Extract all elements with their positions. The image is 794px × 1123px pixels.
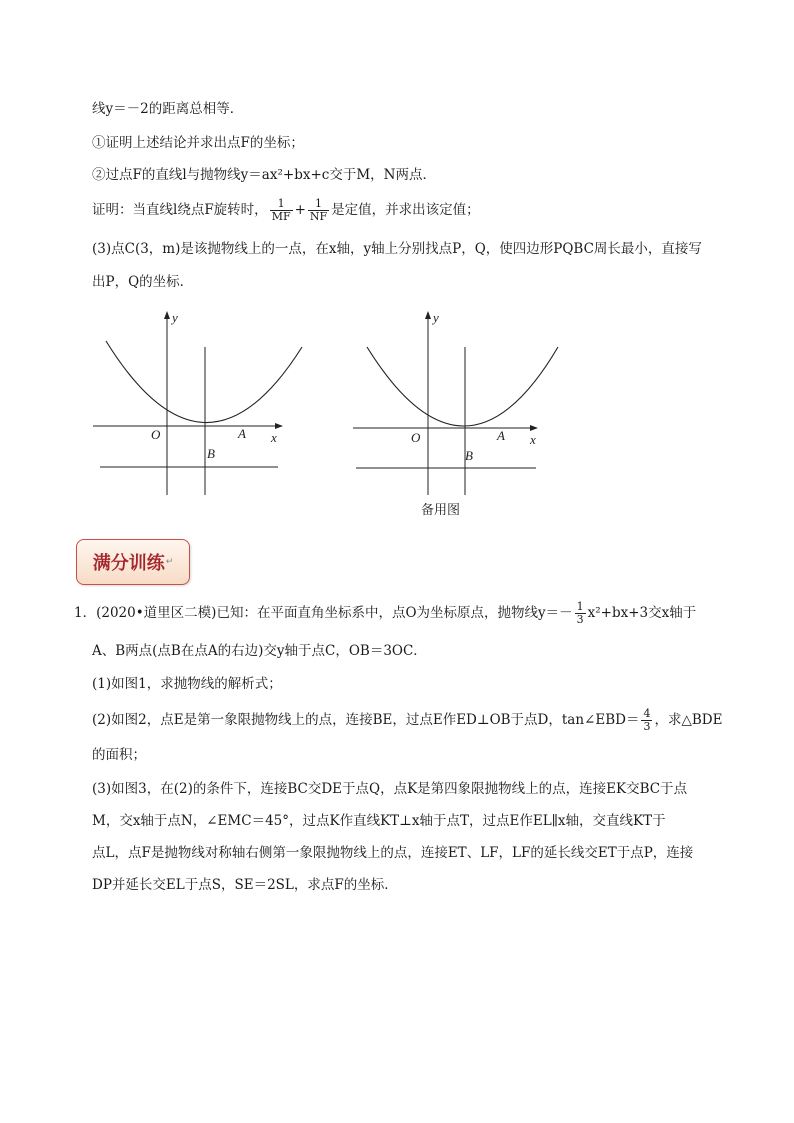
x-axis	[93, 423, 283, 429]
problem-part-3-line-2: M，交x轴于点N，∠EMC＝45°，过点K作直线KT⊥x轴于点T，过点E作EL∥x轴，交直线KT于	[92, 813, 666, 829]
proof-suffix: 是定值，并求出该定值；	[331, 202, 480, 218]
problem-part-3-line-4: DP并延长交EL于点S，SE＝2SL，求点F的坐标．	[92, 877, 398, 893]
problem-part-1: (1)如图1，求抛物线的解析式；	[92, 676, 282, 692]
proof-line	[92, 198, 480, 223]
point-a-label: A	[238, 426, 246, 441]
y-axis	[425, 311, 431, 495]
x-axis	[353, 425, 538, 431]
y-label: y	[172, 310, 178, 325]
problem-part-2-tail: 的面积；	[92, 747, 146, 763]
plus-sign: +	[294, 202, 306, 218]
fraction-1-over-nf	[308, 198, 329, 223]
badge-label: 满分训练	[92, 553, 165, 574]
question-3-line-2: 出P，Q的坐标．	[92, 274, 194, 290]
part-2-suffix: ，求△BDE	[654, 712, 723, 728]
frac-num: 1	[576, 600, 584, 613]
origin-label: O	[411, 430, 421, 445]
fraction-four-thirds	[641, 708, 652, 733]
frac-den: 3	[576, 613, 584, 626]
point-b-label: B	[207, 446, 215, 461]
point-a-label: A	[497, 428, 505, 443]
frac-num: 1	[308, 198, 329, 211]
frac-den: NF	[309, 210, 328, 223]
origin-label: O	[151, 427, 161, 442]
frac-den: MF	[271, 210, 291, 223]
question-1: ①证明上述结论并求出点F的坐标；	[92, 135, 304, 151]
frac-den: 3	[643, 720, 651, 733]
figure-1	[88, 305, 303, 500]
point-b-label: B	[465, 448, 473, 463]
problem-part-3-line-3: 点L，点F是抛物线对称轴右侧第一象限抛物线上的点，连接ET、LF，LF的延长线交ET于点P，连接	[92, 845, 694, 861]
text-line: 线y＝－2的距离总相等．	[92, 101, 244, 117]
x-label: x	[530, 432, 536, 447]
frac-num: 4	[643, 707, 651, 720]
problem-line-1	[74, 601, 696, 626]
return-mark-icon: ↵	[165, 557, 174, 567]
problem-part-2	[92, 708, 722, 733]
problem-line-2: A、B两点(点B在点A的右边)交y轴于点C，OB＝3OC．	[92, 643, 427, 659]
question-3-line-1: (3)点C(3，m)是该抛物线上的一点，在x轴，y轴上分别找点P，Q，使四边形PQBC周长最小，直接写	[92, 241, 702, 257]
fraction-1-over-mf	[270, 198, 293, 223]
proof-prefix: 证明：当直线l绕点F旋转时，	[92, 202, 268, 218]
figure-caption: 备用图	[421, 503, 461, 518]
frac-num: 1	[270, 198, 293, 211]
parabola-curve	[106, 341, 302, 423]
part-2-prefix: (2)如图2，点E是第一象限抛物线上的点，连接BE，过点E作ED⊥OB于点D，tan∠EBD＝	[92, 712, 640, 728]
parabola-curve	[367, 347, 558, 426]
problem-part-3-line-1: (3)如图3，在(2)的条件下，连接BC交DE于点Q，点K是第四象限抛物线上的点，连接EK交BC于点	[92, 781, 688, 797]
fraction-one-third	[575, 601, 586, 626]
problem-intro-tail: x²+bx+3交x轴于	[587, 605, 697, 621]
x-label: x	[271, 430, 277, 445]
section-badge	[76, 539, 190, 585]
problem-intro: 1．(2020•道里区二模)已知：在平面直角坐标系中，点O为坐标原点，抛物线y＝－	[74, 605, 573, 621]
figure-2-backup	[348, 305, 563, 500]
y-label: y	[433, 310, 439, 325]
question-2: ②过点F的直线l与抛物线y＝ax²+bx+c交于M，N两点．	[92, 167, 436, 183]
